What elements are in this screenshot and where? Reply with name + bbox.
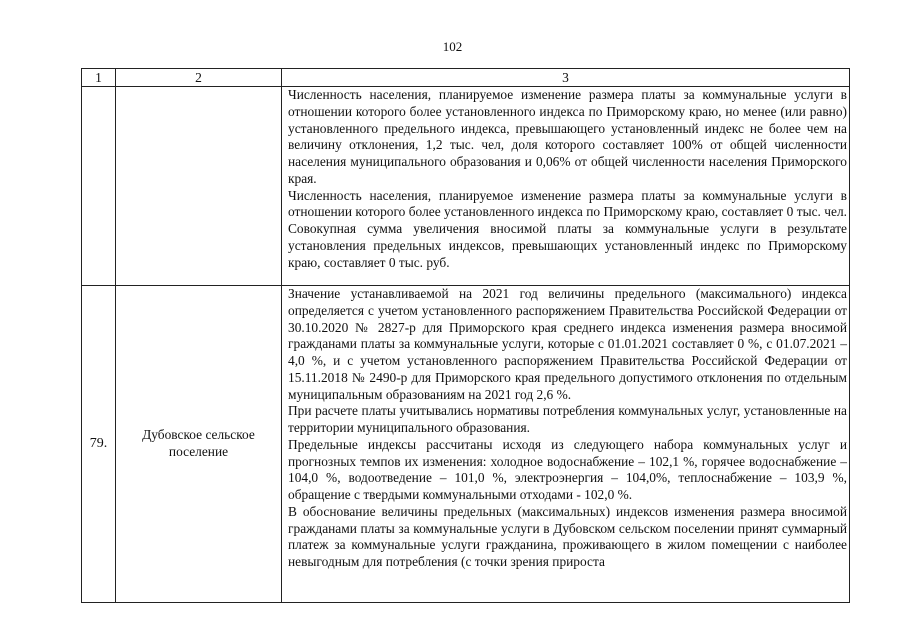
data-table xyxy=(81,68,850,603)
table-row xyxy=(82,87,850,286)
municipality-name xyxy=(116,87,282,286)
description-cell xyxy=(282,286,850,603)
table-row xyxy=(82,286,850,603)
column-header-1: 1 xyxy=(82,69,116,87)
description-paragraph: При расчете платы учитывались нормативы потребления коммунальных услуг, установленные на территории муниципального образования. xyxy=(288,403,847,435)
description-paragraph: Численность населения, планируемое изменение размера платы за коммунальные услуги в отношении которого более установленного индекса по Приморскому краю, составляет 0 тыс. чел. Совокупная сумма увеличения вносимой платы за коммунальные услуги в результате установления предельных индексов, превышающих установленный индекс по Приморскому краю, составляет 0 тыс. руб. xyxy=(288,187,847,270)
description-paragraph: В обоснование величины предельных (максимальных) индексов изменения размера вносимой гражданами платы за коммунальные услуги в Дубовском сельском поселении принят суммарный платеж за коммунальные услуги гражданина, проживающего в жилом помещении с наиболее невыгодным для потребления (с точки зрения прироста xyxy=(288,503,847,569)
column-header-3: 3 xyxy=(282,69,850,87)
description-paragraph: Значение устанавливаемой на 2021 год величины предельного (максимального) индекса определяется с учетом установленного распоряжением Правительства Российской Федерации от 30.10.2020 № 2827-р для Приморского края среднего индекса изменения размера вносимой гражданами платы за коммунальные услуги, которые с 01.01.2021 составляет 0 %, с 01.07.2021 – 4,0 %, и с учетом установленного распоряжением Правительства Российской Федерации от 15.11.2018 № 2490-р для Приморского края предельного допустимого отклонения по отдельным муниципальным образованиям на 2021 год 2,6 %. xyxy=(288,286,847,402)
column-header-2: 2 xyxy=(116,69,282,87)
row-number: 79. xyxy=(82,286,116,603)
description-cell xyxy=(282,87,850,286)
description-paragraph: Численность населения, планируемое изменение размера платы за коммунальные услуги в отношении которого более установленного индекса по Приморскому краю, но менее (или равно) установленного предельного индекса, превышающего установленный индекс не более чем на величину отклонения, 1,2 тыс. чел, доля которого составляет 100% от общей численности населения муниципального образования и 0,06% от общей численности населения Приморского края. xyxy=(288,87,847,186)
municipality-name: Дубовское сельское поселение xyxy=(116,286,282,603)
table-header-row xyxy=(82,69,850,87)
row-number xyxy=(82,87,116,286)
page-number: 102 xyxy=(442,39,463,54)
description-paragraph: Предельные индексы рассчитаны исходя из следующего набора коммунальных услуг и прогнозных темпов их изменения: холодное водоснабжение – 102,1 %, горячее водоснабжение – 104,0 %, водоотведение – 101,0 %, электроэнергия – 104,0%, теплоснабжение – 103,9 %, обращение с твердыми коммунальными отходами - 102,0 %. xyxy=(288,436,847,502)
